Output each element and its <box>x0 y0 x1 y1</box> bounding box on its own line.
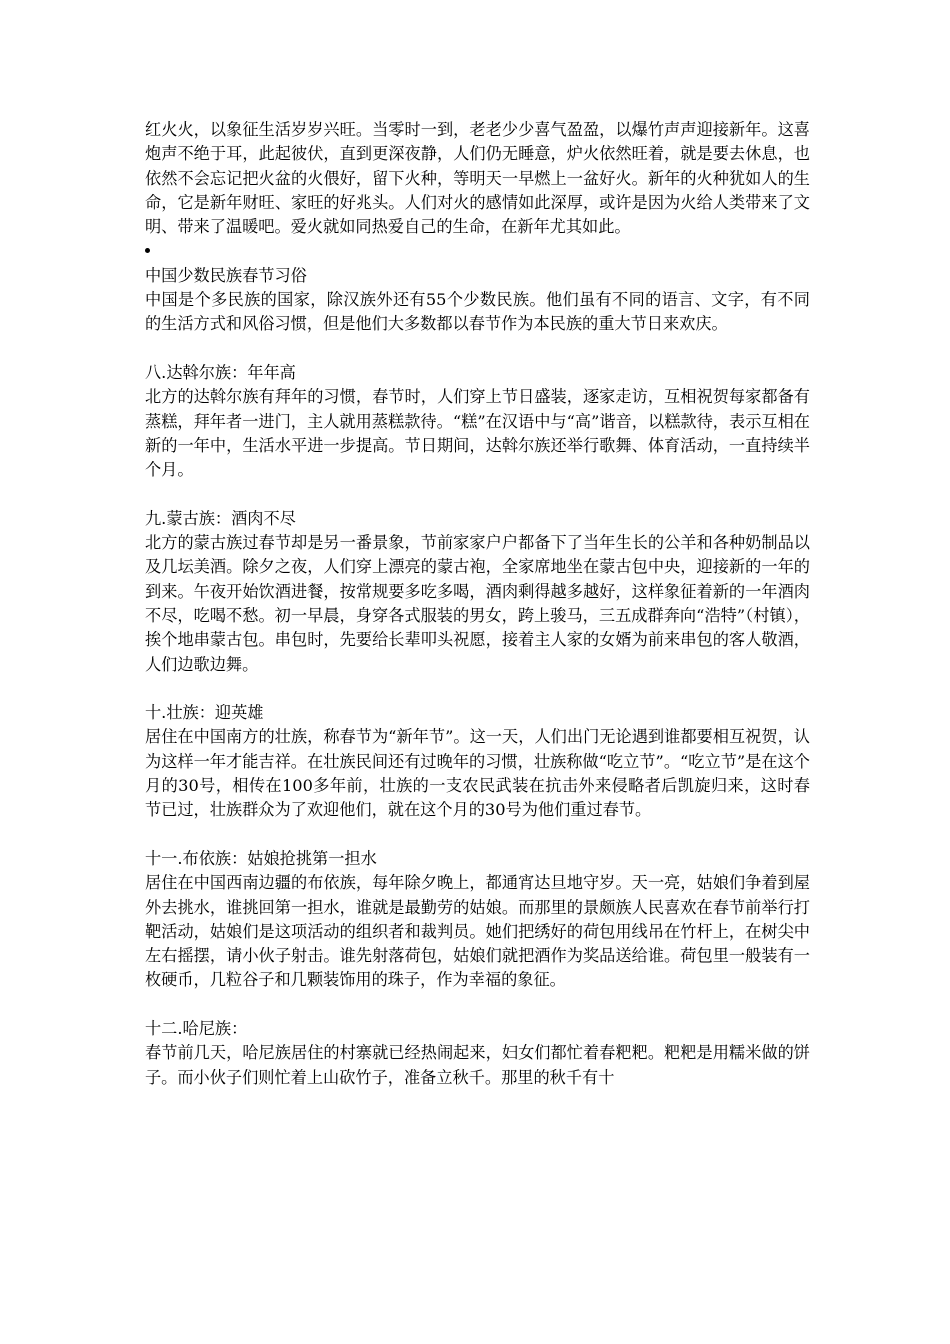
section-heading-buyi: 十一.布依族：姑娘抢挑第一担水 <box>145 848 377 868</box>
section-heading-daur: 八.达斡尔族：年年高 <box>145 362 296 382</box>
section-heading-zhuang: 十.壮族：迎英雄 <box>145 703 264 723</box>
paragraph-gap <box>145 482 810 506</box>
section-heading-hani: 十二.哈尼族： <box>145 1018 248 1038</box>
section-body-zhuang: 居住在中国南方的壮族，称春节为“新年节”。这一天，人们出门无论遇到谁都要相互祝贺，认为这样一年才能吉祥。在壮族民间还有过晚年的习惯，壮族称做“吃立节”。“吃立节”是在这个月的30号，相传在100多年前，壮族的一支农民武装在抗击外来侵略者后凯旋归来，这时春节已过，壮族群众为了欢迎他们，就在这个月的30号为他们重过春节。 <box>145 727 810 820</box>
section-body-buyi: 居住在中国西南边疆的布依族，每年除夕晚上，都通宵达旦地守岁。天一亮，姑娘们争着到屋外去挑水，谁挑回第一担水，谁就是最勤劳的姑娘。而那里的景颇族人民喜欢在春节前举行打靶活动，姑娘们是这项活动的组织者和裁判员。她们把绣好的荷包用线吊在竹杆上，在树尖中左右摇摆，请小伙子射击。谁先射落荷包，姑娘们就把酒作为奖品送给谁。荷包里一般装有一枚硬币，几粒谷子和几颗装饰用的珠子，作为幸福的象征。 <box>145 873 810 990</box>
paragraph-gap <box>145 337 810 361</box>
section-heading-mongol: 九.蒙古族：酒肉不尽 <box>145 508 296 528</box>
bullet-marker <box>145 239 810 263</box>
paragraph-gap <box>145 993 810 1017</box>
section-body-hani: 春节前几天，哈尼族居住的村寨就已经热闹起来，妇女们都忙着春粑粑。粑粑是用糯米做的饼子。而小伙子们则忙着上山砍竹子，准备立秋千。那里的秋千有十 <box>145 1043 810 1087</box>
document-page <box>145 118 810 1090</box>
bullet-dot-icon <box>145 248 150 253</box>
section-body-mongol: 北方的蒙古族过春节却是另一番景象，节前家家户户都备下了当年生长的公羊和各种奶制品以及几坛美酒。除夕之夜，人们穿上漂亮的蒙古袍，全家席地坐在蒙古包中央，迎接新的一年的到来。午夜开始饮酒进餐，按常规要多吃多喝，酒肉剩得越多越好，这样象征着新的一年酒肉不尽，吃喝不愁。初一早晨，身穿各式服装的男女，跨上骏马，三五成群奔向“浩特”（村镇），挨个地串蒙古包。串包时，先要给长辈叩头祝愿，接着主人家的女婿为前来串包的客人敬酒，人们边歌边舞。 <box>145 533 810 674</box>
section-title: 中国少数民族春节习俗 <box>145 265 307 285</box>
section-intro: 中国是个多民族的国家，除汉族外还有55个少数民族。他们虽有不同的语言、文字，有不同的生活方式和风俗习惯，但是他们大多数都以春节作为本民族的重大节日来欢庆。 <box>145 290 810 334</box>
paragraph-gap <box>145 677 810 701</box>
paragraph-gap <box>145 823 810 847</box>
section-body-daur: 北方的达斡尔族有拜年的习惯，春节时，人们穿上节日盛装，逐家走访，互相祝贺每家都备有蒸糕，拜年者一进门，主人就用蒸糕款待。“糕”在汉语中与“高”谐音，以糕款待，表示互相在新的一年中，生活水平进一步提高。节日期间，达斡尔族还举行歌舞、体育活动，一直持续半个月。 <box>145 387 810 480</box>
intro-paragraph: 红火火，以象征生活岁岁兴旺。当零时一到，老老少少喜气盈盈，以爆竹声声迎接新年。这喜炮声不绝于耳，此起彼伏，直到更深夜静，人们仍无睡意，炉火依然旺着，就是要去休息，也依然不会忘记把火盆的火偎好，留下火种，等明天一早燃上一盆好火。新年的火种犹如人的生命，它是新年财旺、家旺的好兆头。人们对火的感情如此深厚，或许是因为火给人类带来了文明、带来了温暖吧。爱火就如同热爱自己的生命，在新年尤其如此。 <box>145 120 810 237</box>
